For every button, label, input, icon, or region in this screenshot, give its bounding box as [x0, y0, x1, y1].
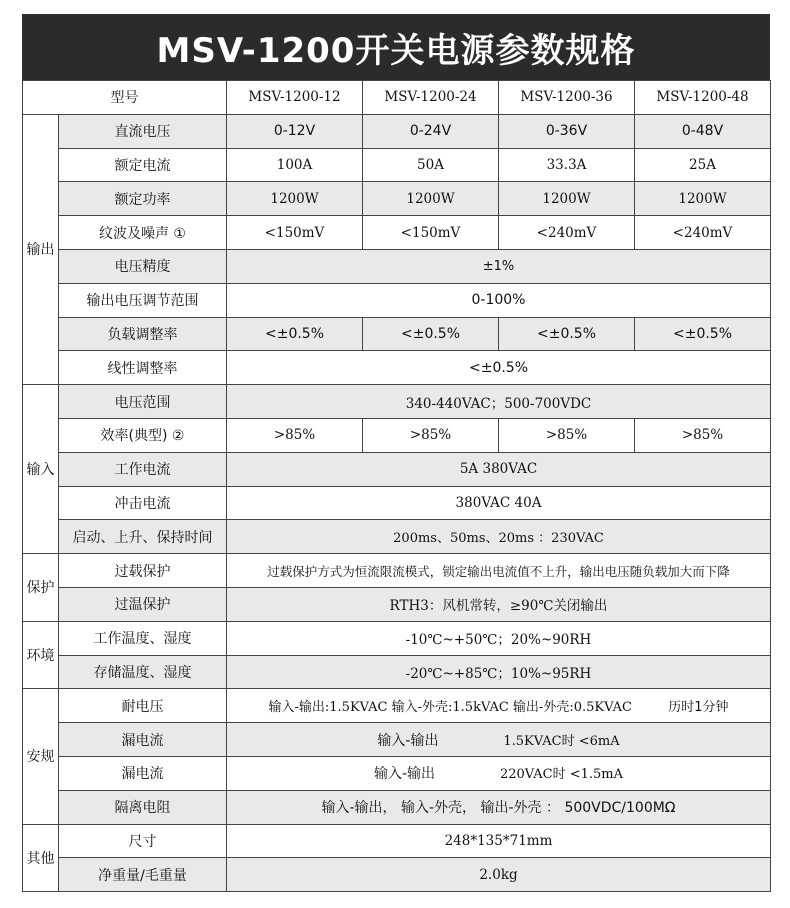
row-label: 电压精度 [59, 249, 227, 283]
cell: 248*135*71mm [227, 824, 771, 858]
model-36: MSV-1200-36 [499, 81, 635, 115]
row-label: 耐电压 [59, 689, 227, 723]
cell: 25A [635, 148, 771, 182]
table-row [23, 317, 771, 351]
table-row [23, 216, 771, 250]
model-12: MSV-1200-12 [227, 81, 363, 115]
model-header-label: 型号 [23, 81, 227, 115]
cell: 340-440VAC；500-700VDC [227, 385, 771, 419]
cell: RTH3：风机常转，≥90℃关闭输出 [227, 587, 771, 621]
cell: 1200W [499, 182, 635, 216]
category-output: 输出 [23, 114, 59, 384]
table-row [23, 756, 771, 790]
cell: <±0.5% [363, 317, 499, 351]
withstand-voltage-value: 输入-输出:1.5KVAC 输入-外壳:1.5kVAC 输出-外壳:0.5KVAC [268, 700, 632, 716]
category-protection: 保护 [23, 554, 59, 622]
table-row [23, 148, 771, 182]
row-label: 净重量/毛重量 [59, 858, 227, 892]
leakage-value: 1.5KVAC时 <6mA [503, 733, 620, 749]
table-header-row [23, 81, 771, 115]
table-row [23, 824, 771, 858]
cell: -20℃~+85℃；10%~95RH [227, 655, 771, 689]
row-label: 过温保护 [59, 587, 227, 621]
row-label: 漏电流 [59, 756, 227, 790]
table-row [23, 790, 771, 824]
cell: <150mV [363, 216, 499, 250]
row-label: 隔离电阻 [59, 790, 227, 824]
row-label: 尺寸 [59, 824, 227, 858]
table-row [23, 114, 771, 148]
row-label: 启动、上升、保持时间 [59, 520, 227, 554]
cell: 5A 380VAC [227, 452, 771, 486]
row-label: 负载调整率 [59, 317, 227, 351]
cell: 0-12V [227, 114, 363, 148]
table-row [23, 655, 771, 689]
cell: 0-24V [363, 114, 499, 148]
cell: 380VAC 40A [227, 486, 771, 520]
model-24: MSV-1200-24 [363, 81, 499, 115]
cell: 100A [227, 148, 363, 182]
table-row [23, 182, 771, 216]
row-label: 漏电流 [59, 723, 227, 757]
cell: 0-48V [635, 114, 771, 148]
leakage-value: 220VAC时 <1.5mA [499, 767, 624, 783]
cell [227, 756, 771, 790]
cell: 33.3A [499, 148, 635, 182]
cell: 输入-输出， 输入-外壳， 输出-外壳 ： 500VDC/100MΩ [227, 790, 771, 824]
table-row [23, 351, 771, 385]
cell: 50A [363, 148, 499, 182]
row-label: 额定电流 [59, 148, 227, 182]
row-label: 冲击电流 [59, 486, 227, 520]
category-environment: 环境 [23, 621, 59, 689]
cell: 1200W [227, 182, 363, 216]
row-label: 工作温度、湿度 [59, 621, 227, 655]
cell: <150mV [227, 216, 363, 250]
table-row [23, 858, 771, 892]
cell: <±0.5% [227, 351, 771, 385]
cell: <±0.5% [227, 317, 363, 351]
cell: ±1% [227, 249, 771, 283]
cell: >85% [499, 418, 635, 452]
table-row [23, 587, 771, 621]
row-label: 工作电流 [59, 452, 227, 486]
category-input: 输入 [23, 385, 59, 554]
table-row [23, 249, 771, 283]
leakage-path: 输入-输出 [377, 732, 439, 749]
cell: <±0.5% [635, 317, 771, 351]
row-label: 电压范围 [59, 385, 227, 419]
page-title: MSV-1200开关电源参数规格 [22, 14, 770, 80]
leakage-path: 输入-输出 [373, 766, 436, 783]
table-row [23, 418, 771, 452]
table-row [23, 520, 771, 554]
table-row [23, 723, 771, 757]
category-safety: 安规 [23, 689, 59, 824]
cell: 0-36V [499, 114, 635, 148]
table-row [23, 554, 771, 588]
table-row [23, 486, 771, 520]
cell: 0-100% [227, 283, 771, 317]
cell [227, 723, 771, 757]
cell: 1200W [635, 182, 771, 216]
cell [227, 689, 771, 723]
cell: <240mV [499, 216, 635, 250]
cell: 1200W [363, 182, 499, 216]
cell: >85% [227, 418, 363, 452]
row-label: 直流电压 [59, 114, 227, 148]
table-row [23, 689, 771, 723]
cell: 200ms、50ms、20ms ：230VAC [227, 520, 771, 554]
model-48: MSV-1200-48 [635, 81, 771, 115]
cell: <240mV [635, 216, 771, 250]
cell: <±0.5% [499, 317, 635, 351]
cell: >85% [635, 418, 771, 452]
cell: 过载保护方式为恒流限流模式，锁定输出电流值不上升，输出电压随负载加大而下降 [227, 554, 771, 588]
row-label: 效率(典型) ② [59, 418, 227, 452]
category-other: 其他 [23, 824, 59, 892]
table-row [23, 452, 771, 486]
spec-table [22, 80, 771, 892]
row-label: 线性调整率 [59, 351, 227, 385]
row-label: 额定功率 [59, 182, 227, 216]
withstand-duration: 历时1分钟 [668, 700, 729, 716]
table-row [23, 385, 771, 419]
row-label: 输出电压调节范围 [59, 283, 227, 317]
table-row [23, 621, 771, 655]
cell: -10℃~+50℃；20%~90RH [227, 621, 771, 655]
row-label: 存储温度、湿度 [59, 655, 227, 689]
row-label: 过载保护 [59, 554, 227, 588]
cell: 2.0kg [227, 858, 771, 892]
cell: >85% [363, 418, 499, 452]
row-label: 纹波及噪声 ① [59, 216, 227, 250]
table-row [23, 283, 771, 317]
